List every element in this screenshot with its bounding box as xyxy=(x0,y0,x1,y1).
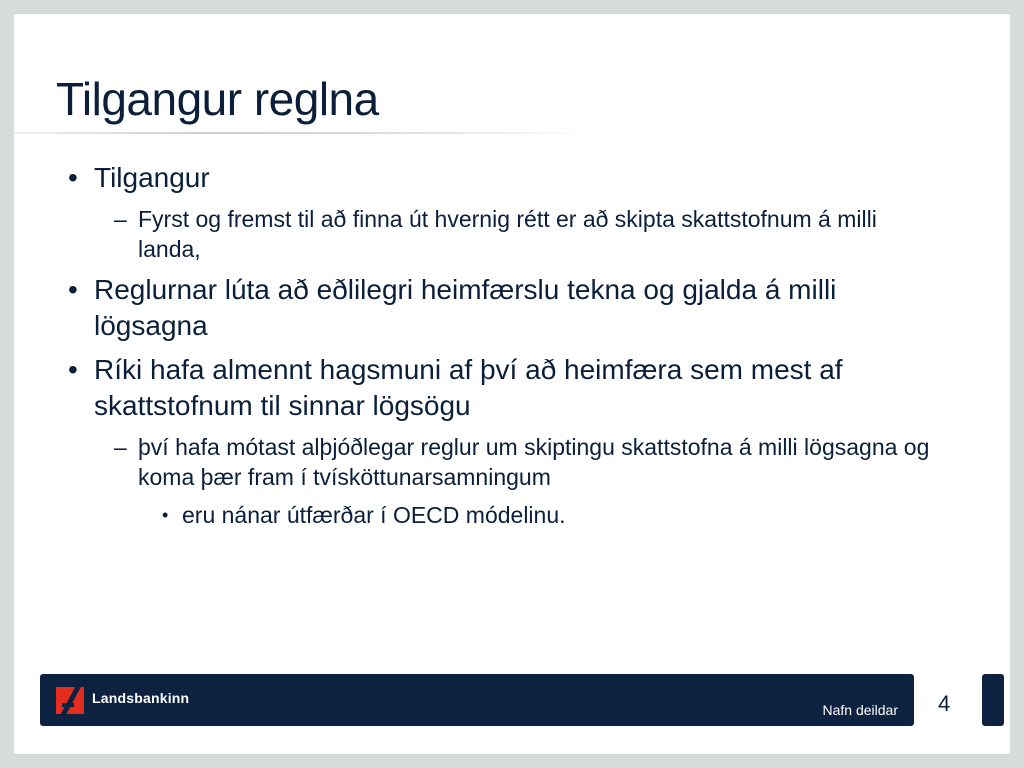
bullet-marker: • xyxy=(68,354,78,385)
bullet-text: Reglurnar lúta að eðlilegri heimfærslu tekna og gjalda á milli lögsagna xyxy=(94,274,837,341)
sub-sub-bullet-text: eru nánar útfærðar í OECD módelinu. xyxy=(182,502,566,528)
slide xyxy=(14,14,1010,754)
bullet-marker: • xyxy=(68,162,78,193)
bullet-list xyxy=(56,160,936,530)
bullet-item xyxy=(56,352,936,424)
dash-marker: – xyxy=(114,206,127,232)
page-number: 4 xyxy=(938,691,951,716)
bullet-marker: • xyxy=(162,505,169,525)
department-label: Nafn deildar xyxy=(822,702,898,718)
title-divider xyxy=(14,132,594,134)
bullet-text: Tilgangur xyxy=(94,162,210,193)
sub-sub-bullet-item xyxy=(56,500,936,530)
footer-tab xyxy=(982,674,1004,726)
sub-bullet-text: Fyrst og fremst til að finna út hvernig rétt er að skipta skattstofnum á milli landa, xyxy=(138,206,877,262)
sub-bullet-item xyxy=(56,432,936,492)
landsbankinn-logo-icon xyxy=(56,687,84,714)
bullet-text: Ríki hafa almennt hagsmuni af því að heimfæra sem mest af skattstofnum til sinnar lögsögu xyxy=(94,354,843,421)
bullet-item xyxy=(56,272,936,344)
bullet-item xyxy=(56,160,936,196)
slide-title: Tilgangur reglna xyxy=(56,73,379,125)
sub-bullet-text: því hafa mótast alþjóðlegar reglur um skiptingu skattstofna á milli lögsagna og koma þær fram í tvísköttunarsamningum xyxy=(138,434,930,490)
sub-bullet-item xyxy=(56,204,936,264)
dash-marker: – xyxy=(114,434,127,460)
logo-text: Landsbankinn xyxy=(92,690,190,706)
bullet-marker: • xyxy=(68,274,78,305)
footer-bar xyxy=(40,674,914,726)
